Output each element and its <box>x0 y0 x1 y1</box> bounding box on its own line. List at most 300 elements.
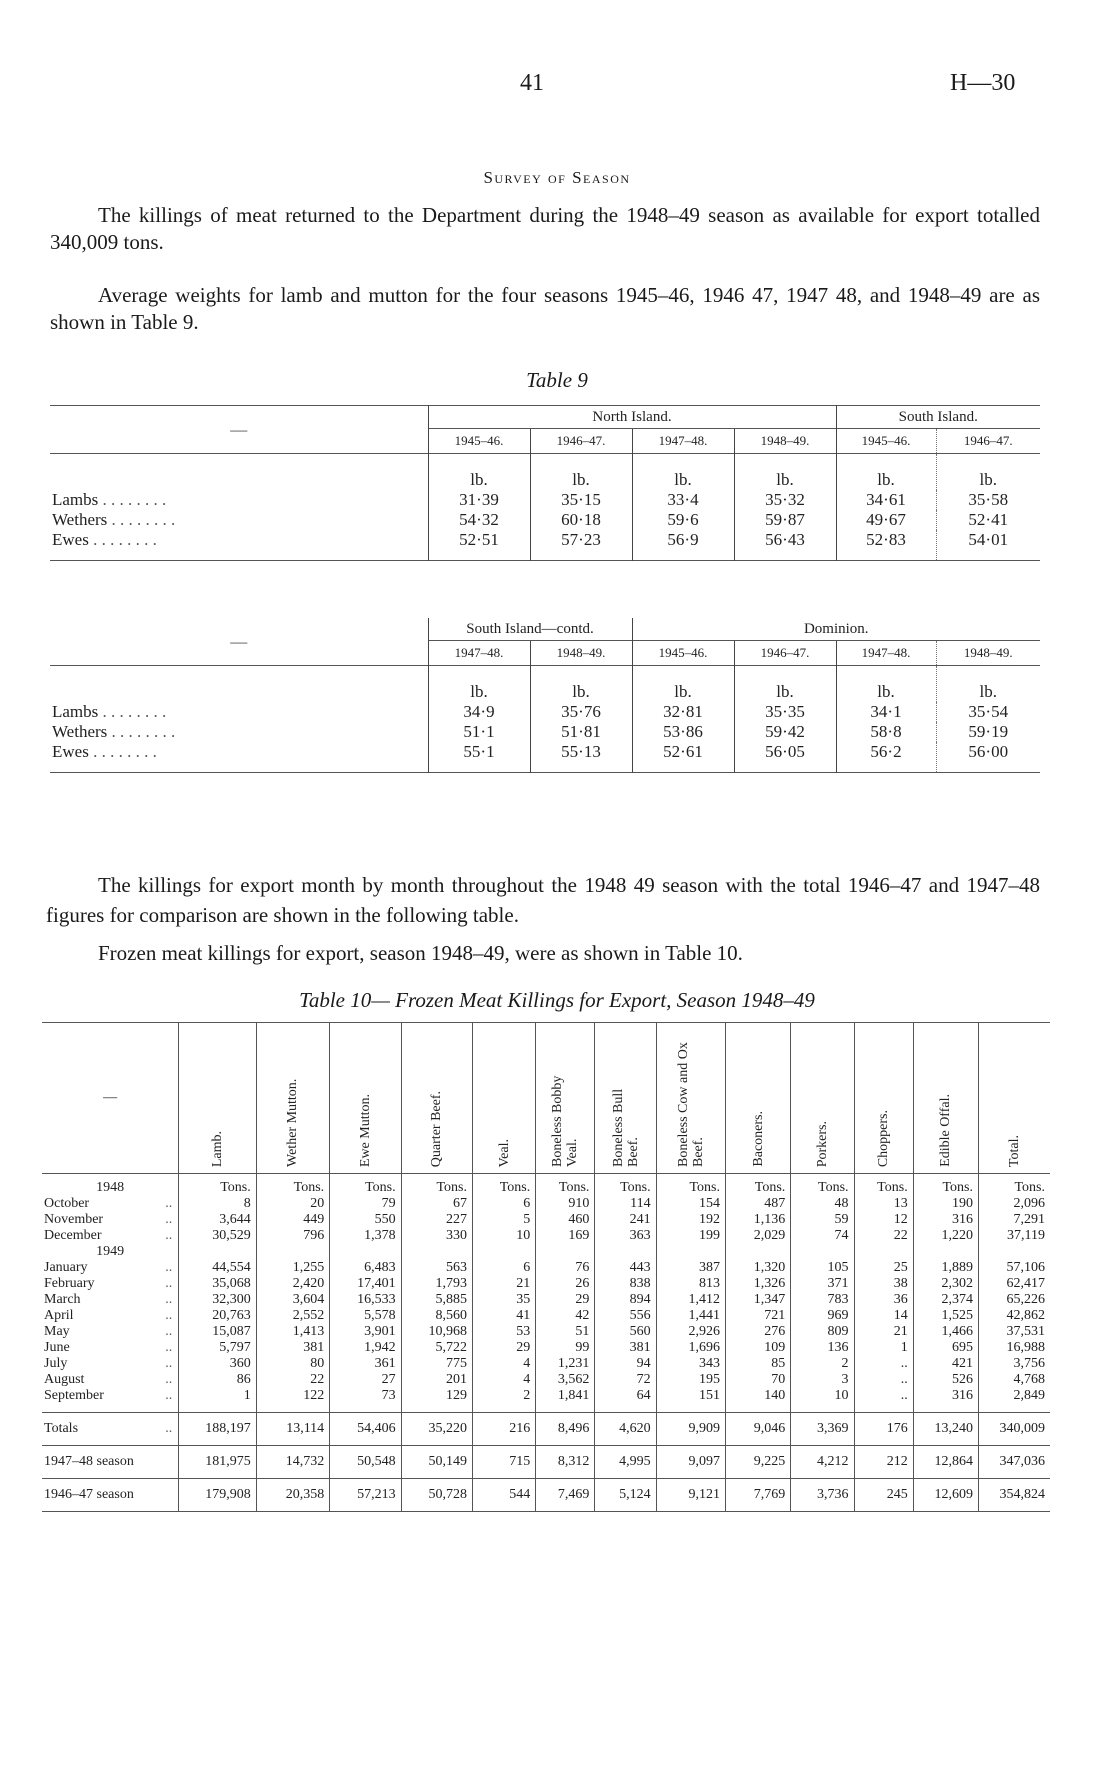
row-leader: .. <box>165 1291 173 1307</box>
table9-season-header: 1945–46. <box>428 429 530 454</box>
table10-cell: 38 <box>854 1276 913 1292</box>
table10-cell: 10,968 <box>401 1324 472 1340</box>
table10-cell: 3,369 <box>791 1412 854 1445</box>
table10-cell: 16,988 <box>978 1340 1050 1356</box>
page-number: 41 <box>520 70 544 96</box>
table10-cell: 381 <box>595 1340 656 1356</box>
table10-cell: 136 <box>791 1340 854 1356</box>
col-header-text: Boneless Bobby Veal. <box>550 1075 581 1167</box>
table10-cell: 13 <box>854 1196 913 1212</box>
table10-cell: 199 <box>656 1228 725 1244</box>
table10-cell: 29 <box>536 1292 595 1308</box>
table10-cell: .. <box>854 1372 913 1388</box>
table10-col-header <box>401 1023 472 1174</box>
table10-cell: 21 <box>854 1324 913 1340</box>
row-label: April <box>44 1307 74 1323</box>
table10-cell: 715 <box>473 1445 536 1478</box>
row-leader: . . . . . . . . <box>111 722 176 741</box>
table10-cell: 27 <box>330 1372 401 1388</box>
table9-season-header: 1946–47. <box>734 641 836 666</box>
col-header-text: Ewe Mutton. <box>357 1093 373 1167</box>
table10-cell: 381 <box>256 1340 329 1356</box>
report-reference: H—30 <box>950 70 1016 96</box>
table9-unit: lb. <box>632 666 734 703</box>
row-leader: .. <box>165 1259 173 1275</box>
table10-cell: 14,732 <box>256 1445 329 1478</box>
table9-season-header: 1947–48. <box>632 429 734 454</box>
table10-cell: 5 <box>473 1212 536 1228</box>
table10-cell: .. <box>854 1356 913 1372</box>
row-label: May <box>44 1323 70 1339</box>
table10-cell: 1,412 <box>656 1292 725 1308</box>
table10-cell: 276 <box>726 1324 791 1340</box>
table10-cell <box>595 1244 656 1260</box>
table10-cell: 449 <box>256 1212 329 1228</box>
table10-cell: 154 <box>656 1196 725 1212</box>
unit-cell: Tons. <box>978 1174 1050 1196</box>
table9-row-label <box>50 510 428 530</box>
table10-cell: 387 <box>656 1260 725 1276</box>
table10-cell: 316 <box>913 1388 978 1413</box>
table9-unit: lb. <box>530 454 632 491</box>
year-label: 1949 <box>96 1243 125 1259</box>
table10-cell: 22 <box>256 1372 329 1388</box>
table10-cell: 4 <box>473 1372 536 1388</box>
table10-row-label <box>42 1372 179 1388</box>
table9-cell: 34·61 <box>836 490 936 510</box>
table9-stub-header: — <box>230 419 248 439</box>
table9-stub-header: — <box>230 631 248 651</box>
table10-cell: 4,212 <box>791 1445 854 1478</box>
table9-cell: 59·87 <box>734 510 836 530</box>
table10-cell: 29 <box>473 1340 536 1356</box>
table10-cell: 1,326 <box>726 1276 791 1292</box>
table10-cell: 48 <box>791 1196 854 1212</box>
row-leader: .. <box>165 1275 173 1291</box>
table10-cell: 57,213 <box>330 1478 401 1511</box>
table10-cell: 721 <box>726 1308 791 1324</box>
table10-cell <box>913 1244 978 1260</box>
col-header-text: Wether Mutton. <box>285 1078 301 1167</box>
unit-cell: Tons. <box>726 1174 791 1196</box>
table10-cell <box>726 1244 791 1260</box>
table9-cell: 54·01 <box>936 530 1040 561</box>
table9-cell: 35·32 <box>734 490 836 510</box>
table10-cell: 169 <box>536 1228 595 1244</box>
table10-cell: 4,620 <box>595 1412 656 1445</box>
table10-cell: 74 <box>791 1228 854 1244</box>
row-label: 1947–48 season <box>44 1453 134 1469</box>
table10-cell: 176 <box>854 1412 913 1445</box>
table10-row-label <box>42 1478 179 1511</box>
table10-cell <box>473 1244 536 1260</box>
unit-cell: Tons. <box>256 1174 329 1196</box>
table10-cell: 330 <box>401 1228 472 1244</box>
table10-cell: 7,291 <box>978 1212 1050 1228</box>
table10-cell: 1,841 <box>536 1388 595 1413</box>
table10-cell: 3,644 <box>179 1212 257 1228</box>
table10-cell: 1,525 <box>913 1308 978 1324</box>
table10-cell: 6 <box>473 1196 536 1212</box>
col-header-text: Edible Offal. <box>938 1094 954 1167</box>
table9-row-label <box>50 530 428 561</box>
table9-cell: 35·15 <box>530 490 632 510</box>
row-label: Lambs <box>52 490 99 509</box>
unit-cell: Tons. <box>401 1174 472 1196</box>
table10-cell <box>854 1244 913 1260</box>
table9-part2 <box>50 618 1040 773</box>
table10-cell: 1,466 <box>913 1324 978 1340</box>
table10-cell: 354,824 <box>978 1478 1050 1511</box>
row-label: February <box>44 1275 95 1291</box>
table10-col-header <box>854 1023 913 1174</box>
row-label: December <box>44 1227 102 1243</box>
table10-cell: 3,562 <box>536 1372 595 1388</box>
table10-cell: 360 <box>179 1356 257 1372</box>
table9-cell: 52·61 <box>632 742 734 773</box>
table10-cell: 195 <box>656 1372 725 1388</box>
row-label: September <box>44 1387 104 1403</box>
table10-cell: 3,736 <box>791 1478 854 1511</box>
table10-cell: 838 <box>595 1276 656 1292</box>
table10-caption: Table 10— Frozen Meat Killings for Export, Season 1948–49 <box>299 988 815 1012</box>
table10-cell: 80 <box>256 1356 329 1372</box>
table10-cell: 3,604 <box>256 1292 329 1308</box>
row-leader: .. <box>165 1371 173 1387</box>
table10-cell: 361 <box>330 1356 401 1372</box>
table10-cell: 809 <box>791 1324 854 1340</box>
table10-cell: 8,560 <box>401 1308 472 1324</box>
table10-cell: 241 <box>595 1212 656 1228</box>
table10-cell: 32,300 <box>179 1292 257 1308</box>
table10-cell: 2,302 <box>913 1276 978 1292</box>
table9-row-label <box>50 722 428 742</box>
table10 <box>42 1022 1050 1512</box>
table10-cell: 2,552 <box>256 1308 329 1324</box>
table10-cell: 181,975 <box>179 1445 257 1478</box>
table10-cell: 2,096 <box>978 1196 1050 1212</box>
col-header-text: Lamb. <box>209 1130 225 1167</box>
table10-cell: 363 <box>595 1228 656 1244</box>
table10-cell: 5,722 <box>401 1340 472 1356</box>
table10-cell: 5,124 <box>595 1478 656 1511</box>
row-leader: .. <box>165 1227 173 1243</box>
table10-row-label <box>42 1196 179 1212</box>
table10-col-header <box>179 1023 257 1174</box>
table10-col-header <box>656 1023 725 1174</box>
table10-cell: 105 <box>791 1260 854 1276</box>
table9-season-header: 1948–49. <box>530 641 632 666</box>
table10-cell: 1,889 <box>913 1260 978 1276</box>
table10-cell: 544 <box>473 1478 536 1511</box>
table9-unit: lb. <box>428 454 530 491</box>
table10-cell: 70 <box>726 1372 791 1388</box>
table10-cell: 188,197 <box>179 1412 257 1445</box>
table10-col-header <box>473 1023 536 1174</box>
table10-cell: 460 <box>536 1212 595 1228</box>
table9-cell: 34·1 <box>836 702 936 722</box>
table10-col-header <box>536 1023 595 1174</box>
table10-cell: 783 <box>791 1292 854 1308</box>
table9-group-header: North Island. <box>428 406 836 429</box>
table9-cell: 59·19 <box>936 722 1040 742</box>
table10-cell: 1,347 <box>726 1292 791 1308</box>
row-leader: . . . . . . . . <box>93 742 157 761</box>
table10-cell: 1,255 <box>256 1260 329 1276</box>
table9-unit: lb. <box>530 666 632 703</box>
table10-cell: 37,119 <box>978 1228 1050 1244</box>
table10-cell: 796 <box>256 1228 329 1244</box>
table10-cell: 775 <box>401 1356 472 1372</box>
unit-cell: Tons. <box>791 1174 854 1196</box>
row-leader: . . . . . . . . <box>111 510 176 529</box>
table10-cell: 50,149 <box>401 1445 472 1478</box>
table10-cell: 1,413 <box>256 1324 329 1340</box>
table10-cell: 179,908 <box>179 1478 257 1511</box>
table10-cell: 550 <box>330 1212 401 1228</box>
table9-row-label <box>50 702 428 722</box>
table9-cell: 52·41 <box>936 510 1040 530</box>
table10-cell: 50,548 <box>330 1445 401 1478</box>
table10-cell: 1,942 <box>330 1340 401 1356</box>
table10-cell: 421 <box>913 1356 978 1372</box>
table9-unit: lb. <box>936 666 1040 703</box>
table9-unit: lb. <box>734 666 836 703</box>
table10-cell: 79 <box>330 1196 401 1212</box>
table10-cell: 41 <box>473 1308 536 1324</box>
table9-season-header: 1947–48. <box>428 641 530 666</box>
table9-cell: 35·76 <box>530 702 632 722</box>
table10-cell: 42,862 <box>978 1308 1050 1324</box>
table10-cell: 13,240 <box>913 1412 978 1445</box>
table9-cell: 31·39 <box>428 490 530 510</box>
table10-cell: 201 <box>401 1372 472 1388</box>
table10-cell: 109 <box>726 1340 791 1356</box>
table9-season-header: 1948–49. <box>936 641 1040 666</box>
table10-cell: 9,909 <box>656 1412 725 1445</box>
table10-cell: 26 <box>536 1276 595 1292</box>
table10-cell <box>179 1244 257 1260</box>
year-label: 1948 <box>96 1179 125 1195</box>
table10-cell: 140 <box>726 1388 791 1413</box>
table9-season-header: 1945–46. <box>632 641 734 666</box>
table10-cell: 8,496 <box>536 1412 595 1445</box>
table9-cell: 57·23 <box>530 530 632 561</box>
table10-row-label <box>42 1356 179 1372</box>
table10-cell: 86 <box>179 1372 257 1388</box>
table10-cell: 35 <box>473 1292 536 1308</box>
table10-cell <box>791 1244 854 1260</box>
table10-cell: 20,358 <box>256 1478 329 1511</box>
table10-cell: 20 <box>256 1196 329 1212</box>
table10-cell: 6,483 <box>330 1260 401 1276</box>
table9-cell: 32·81 <box>632 702 734 722</box>
table10-cell: 4 <box>473 1356 536 1372</box>
table10-col-header <box>330 1023 401 1174</box>
section-title: Survey of Season <box>483 168 631 187</box>
table9-cell: 56·9 <box>632 530 734 561</box>
table9-cell: 35·54 <box>936 702 1040 722</box>
table10-cell: 35,068 <box>179 1276 257 1292</box>
table10-row-label <box>42 1388 179 1413</box>
unit-cell: Tons. <box>536 1174 595 1196</box>
table10-cell: 4,768 <box>978 1372 1050 1388</box>
table9-season-header: 1946–47. <box>936 429 1040 454</box>
table10-cell: 371 <box>791 1276 854 1292</box>
table10-row-label <box>42 1308 179 1324</box>
table10-cell: 72 <box>595 1372 656 1388</box>
table10-cell: 9,121 <box>656 1478 725 1511</box>
table10-cell: 695 <box>913 1340 978 1356</box>
table9-unit: lb. <box>836 666 936 703</box>
unit-cell: Tons. <box>913 1174 978 1196</box>
table10-cell: 192 <box>656 1212 725 1228</box>
table10-cell: .. <box>854 1388 913 1413</box>
table10-cell: 25 <box>854 1260 913 1276</box>
row-label: Wethers <box>52 722 108 741</box>
table10-cell: 37,531 <box>978 1324 1050 1340</box>
table10-cell: 50,728 <box>401 1478 472 1511</box>
col-header-text: Total. <box>1006 1134 1022 1167</box>
table10-cell: 1,696 <box>656 1340 725 1356</box>
table10-cell: 51 <box>536 1324 595 1340</box>
table10-cell: 99 <box>536 1340 595 1356</box>
table10-cell: 1,793 <box>401 1276 472 1292</box>
table10-cell <box>401 1244 472 1260</box>
table10-cell: 3,901 <box>330 1324 401 1340</box>
table10-cell: 1,378 <box>330 1228 401 1244</box>
table10-cell: 245 <box>854 1478 913 1511</box>
row-label: Totals <box>44 1420 79 1436</box>
table10-cell: 4,995 <box>595 1445 656 1478</box>
table9-season-header: 1948–49. <box>734 429 836 454</box>
table10-cell: 22 <box>854 1228 913 1244</box>
table10-cell: 9,097 <box>656 1445 725 1478</box>
table10-cell: 3 <box>791 1372 854 1388</box>
table10-cell: 12,609 <box>913 1478 978 1511</box>
table10-cell: 969 <box>791 1308 854 1324</box>
table10-cell: 85 <box>726 1356 791 1372</box>
table9-cell: 51·1 <box>428 722 530 742</box>
table9-cell: 34·9 <box>428 702 530 722</box>
table10-cell: 76 <box>536 1260 595 1276</box>
table10-cell: 35,220 <box>401 1412 472 1445</box>
paragraph-table10-intro: Frozen meat killings for export, season 1948–49, were as shown in Table 10. <box>98 941 743 965</box>
table10-cell: 12,864 <box>913 1445 978 1478</box>
table9-row-label <box>50 742 428 773</box>
table10-col-header <box>256 1023 329 1174</box>
table10-row-label <box>42 1212 179 1228</box>
table10-cell: 813 <box>656 1276 725 1292</box>
row-label: August <box>44 1371 85 1387</box>
row-leader: . . . . . . . . <box>102 490 167 509</box>
table10-cell: 487 <box>726 1196 791 1212</box>
table9-cell: 51·81 <box>530 722 632 742</box>
table10-col-header <box>726 1023 791 1174</box>
table10-cell: 894 <box>595 1292 656 1308</box>
table10-cell: 556 <box>595 1308 656 1324</box>
table9-unit: lb. <box>428 666 530 703</box>
row-label: June <box>44 1339 70 1355</box>
table10-row-label <box>42 1445 179 1478</box>
table10-cell: 2,926 <box>656 1324 725 1340</box>
table9-cell: 56·43 <box>734 530 836 561</box>
table10-cell <box>536 1244 595 1260</box>
unit-cell: Tons. <box>330 1174 401 1196</box>
table10-cell: 1 <box>854 1340 913 1356</box>
row-label: January <box>44 1259 88 1275</box>
table10-col-header <box>978 1023 1050 1174</box>
table10-cell: 20,763 <box>179 1308 257 1324</box>
table9-row-label <box>50 490 428 510</box>
table10-cell: 2,420 <box>256 1276 329 1292</box>
table10-cell: 2 <box>473 1388 536 1413</box>
table10-cell: 65,226 <box>978 1292 1050 1308</box>
table10-cell <box>256 1244 329 1260</box>
table9-cell: 52·51 <box>428 530 530 561</box>
unit-cell: Tons. <box>595 1174 656 1196</box>
table10-cell: 10 <box>473 1228 536 1244</box>
table10-col-header <box>595 1023 656 1174</box>
row-leader: . . . . . . . . <box>93 530 157 549</box>
table9-cell: 59·42 <box>734 722 836 742</box>
table10-cell: 1,136 <box>726 1212 791 1228</box>
table10-cell: 73 <box>330 1388 401 1413</box>
table9-cell: 49·67 <box>836 510 936 530</box>
col-header-text: Quarter Beef. <box>429 1090 445 1167</box>
row-label: Ewes <box>52 530 89 549</box>
table10-cell: 62,417 <box>978 1276 1050 1292</box>
row-label: October <box>44 1195 90 1211</box>
table10-cell: 30,529 <box>179 1228 257 1244</box>
table9-cell: 58·8 <box>836 722 936 742</box>
table9-group-header: South Island. <box>836 406 1040 429</box>
unit-cell: Tons. <box>179 1174 257 1196</box>
table9-cell: 55·13 <box>530 742 632 773</box>
table10-row-label <box>42 1276 179 1292</box>
table10-cell: 5,578 <box>330 1308 401 1324</box>
table10-row-label <box>42 1260 179 1276</box>
table10-row-label <box>42 1324 179 1340</box>
table10-cell: 9,046 <box>726 1412 791 1445</box>
table10-row-label <box>42 1340 179 1356</box>
table9-group-header: Dominion. <box>632 618 1040 641</box>
unit-cell: Tons. <box>656 1174 725 1196</box>
table9-group-header: South Island—contd. <box>428 618 632 641</box>
table10-cell: 59 <box>791 1212 854 1228</box>
table10-cell: 64 <box>595 1388 656 1413</box>
table10-cell: 15,087 <box>179 1324 257 1340</box>
col-header-text: Porkers. <box>814 1120 830 1167</box>
table9-season-header: 1945–46. <box>836 429 936 454</box>
paragraph-killings-total: The killings of meat returned to the Department during the 1948–49 season as available for export totalled 340,009 tons. <box>50 203 1040 254</box>
table10-cell: 57,106 <box>978 1260 1050 1276</box>
table9-cell: 56·00 <box>936 742 1040 773</box>
table10-cell: 8 <box>179 1196 257 1212</box>
table10-cell: 151 <box>656 1388 725 1413</box>
table10-row-label <box>42 1292 179 1308</box>
table10-cell <box>656 1244 725 1260</box>
table10-cell: 12 <box>854 1212 913 1228</box>
table10-cell: 44,554 <box>179 1260 257 1276</box>
table10-cell <box>330 1244 401 1260</box>
table10-cell: 5,797 <box>179 1340 257 1356</box>
table9-unit: lb. <box>836 454 936 491</box>
table10-cell: 1,231 <box>536 1356 595 1372</box>
table10-cell: 67 <box>401 1196 472 1212</box>
table10-cell: 13,114 <box>256 1412 329 1445</box>
table10-cell: 2,374 <box>913 1292 978 1308</box>
